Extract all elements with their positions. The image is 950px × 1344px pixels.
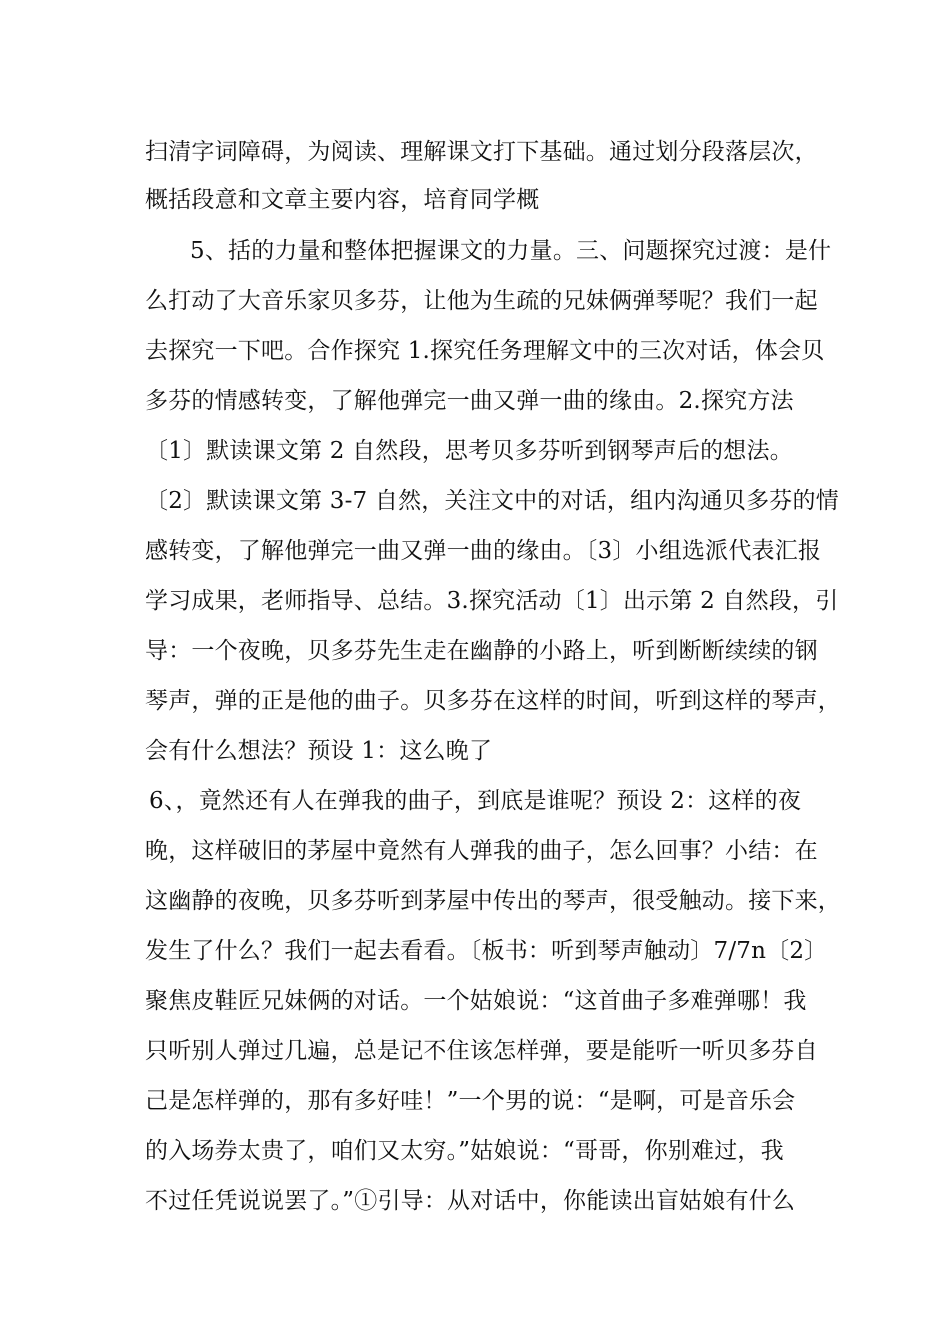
text-line: 不过任凭说说罢了。”①引导：从对话中，你能读出盲姑娘有什么 (145, 1188, 796, 1214)
text-line: 己是怎样弹的，那有多好哇！”一个男的说：“是啊，可是音乐会 (145, 1088, 796, 1114)
text-line: 这幽静的夜晚，贝多芬听到茅屋中传出的琴声，很受触动。接下来， (145, 888, 841, 914)
text-line: 〔1〕默读课文第 2 自然段，思考贝多芬听到钢琴声后的想法。 (145, 438, 793, 464)
text-line: 聚焦皮鞋匠兄妹俩的对话。一个姑娘说：“这首曲子多难弹哪！我 (145, 988, 807, 1014)
text-line: 多芬的情感转变，了解他弹完一曲又弹一曲的缘由。2.探究方法 (145, 388, 794, 414)
text-line: 么打动了大音乐家贝多芬，让他为生疏的兄妹俩弹琴呢？我们一起 (145, 288, 818, 314)
text-line: 晚，这样破旧的茅屋中竟然有人弹我的曲子，怎么回事？小结：在 (145, 838, 818, 864)
text-line: 扫清字词障碍，为阅读、理解课文打下基础。通过划分段落层次， (145, 139, 818, 165)
text-line: 去探究一下吧。合作探究 1.探究任务理解文中的三次对话，体会贝 (145, 338, 825, 364)
text-line: 的入场券太贵了，咱们又太穷。”姑娘说：“哥哥，你别难过，我 (145, 1138, 784, 1164)
text-line: 感转变，了解他弹完一曲又弹一曲的缘由。〔3〕小组选派代表汇报 (145, 538, 822, 564)
text-line: 只听别人弹过几遍，总是记不住该怎样弹，要是能听一听贝多芬自 (145, 1038, 818, 1064)
text-line: 会有什么想法？预设 1：这么晚了 (145, 738, 493, 764)
text-line: 5、括的力量和整体把握课文的力量。三、问题探究过渡：是什 (190, 238, 832, 264)
text-line: 导：一个夜晚，贝多芬先生走在幽静的小路上，听到断断续续的钢 (145, 638, 818, 664)
text-line: 6、，竟然还有人在弹我的曲子，到底是谁呢？预设 2：这样的夜 (149, 788, 802, 814)
text-line: 琴声，弹的正是他的曲子。贝多芬在这样的时间，听到这样的琴声， (145, 688, 841, 714)
text-line: 发生了什么？我们一起去看看。〔板书：听到琴声触动〕7/7n〔2〕 (145, 938, 828, 964)
text-line: 概括段意和文章主要内容，培育同学概 (145, 187, 540, 213)
text-line: 学习成果，老师指导、总结。3.探究活动〔1〕出示第 2 自然段，引 (145, 588, 839, 614)
text-line: 〔2〕默读课文第 3-7 自然，关注文中的对话，组内沟通贝多芬的情 (145, 488, 839, 514)
